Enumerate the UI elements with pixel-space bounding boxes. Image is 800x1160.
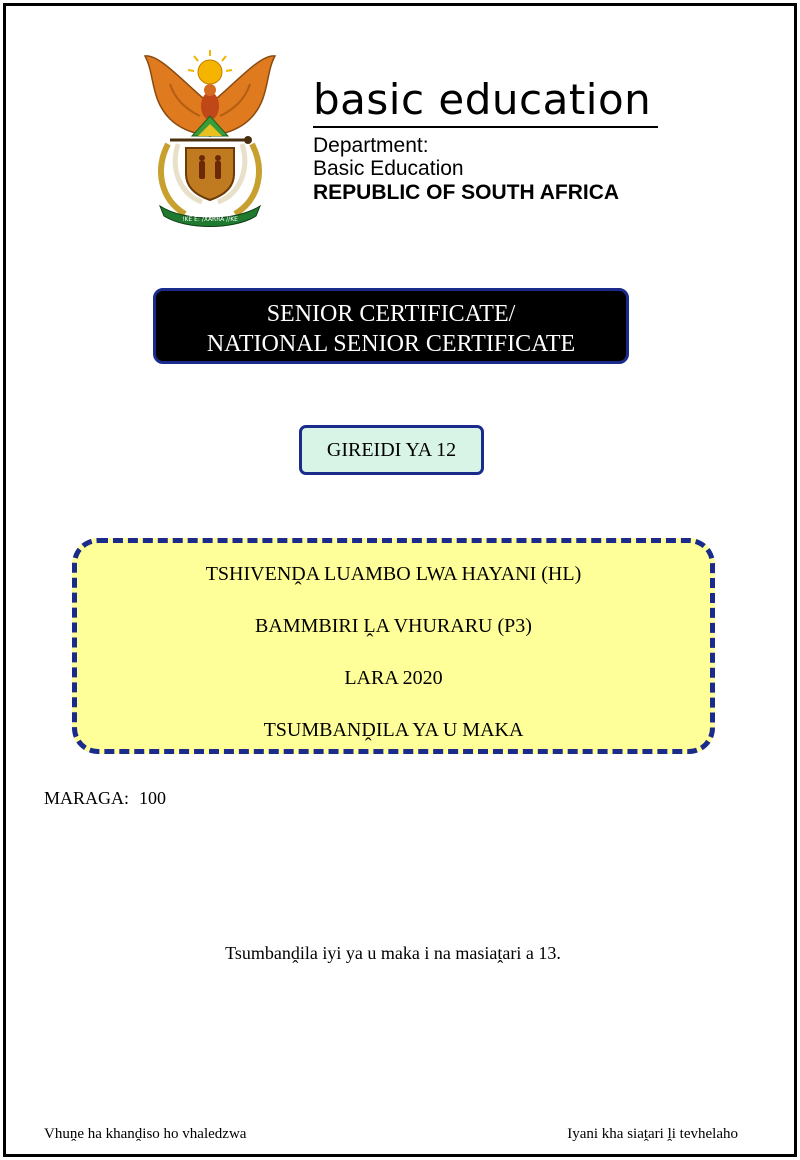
department-label: Department: (313, 134, 429, 157)
subject-paper: BAMMBIRI ḼA VHURARU (P3) (255, 615, 532, 637)
marks-value: 100 (139, 788, 167, 808)
subject-year: LARA 2020 (344, 667, 443, 689)
certificate-line-1: SENIOR CERTIFICATE/ (266, 301, 516, 327)
marks-label: MARAGA: (44, 788, 130, 808)
brand-rule (313, 126, 658, 128)
footer-copyright: Vhuṋe ha khanḓiso ho vhaledzwa (44, 1126, 247, 1142)
subject-language: TSHIVENḒA LUAMBO LWA HAYANI (HL) (205, 563, 582, 585)
south-africa-coat-of-arms-icon (130, 44, 290, 229)
country-name: REPUBLIC OF SOUTH AFRICA (313, 181, 620, 204)
footer-next-page: Iyani kha siaṱari ḽi tevhelaho (567, 1126, 738, 1142)
department-name: Basic Education (313, 157, 464, 180)
coat-of-arms-logo (130, 44, 290, 229)
subject-document-type: TSUMBANḒILA YA U MAKA (263, 719, 524, 741)
page-count-note: Tsumbanḓila iyi ya u maka i na masiaṱari a 13. (225, 943, 561, 963)
subject-panel (72, 538, 715, 754)
certificate-line-2: NATIONAL SENIOR CERTIFICATE (206, 331, 576, 357)
grade-badge: GIREIDI YA 12 (299, 425, 484, 475)
certificate-banner (153, 288, 629, 364)
department-brand (313, 76, 663, 206)
logo-motto: !KE E: /XARRA //KE (182, 216, 238, 223)
brand-title: basic education (313, 75, 652, 124)
marks-total (44, 788, 176, 809)
